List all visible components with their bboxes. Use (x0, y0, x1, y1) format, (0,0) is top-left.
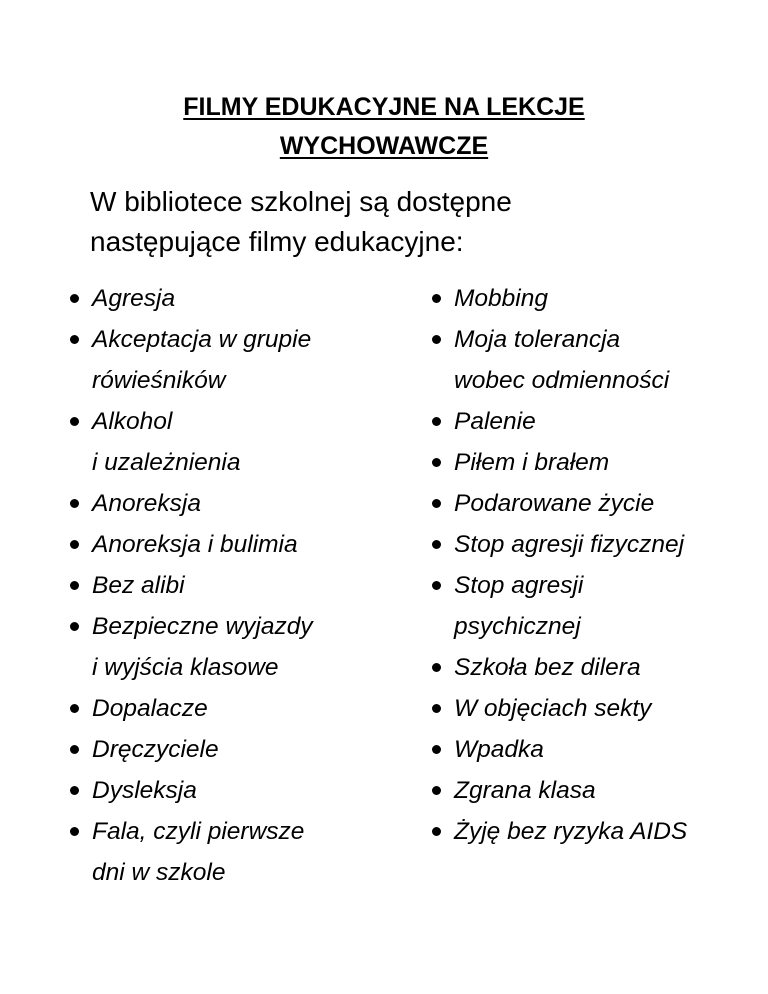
film-list-item (70, 565, 400, 606)
film-list-item (432, 401, 752, 442)
film-title-line: Palenie (454, 408, 536, 435)
film-list-item (70, 278, 400, 319)
bullet-icon (70, 827, 79, 836)
film-list-item (432, 565, 752, 647)
film-list-item (432, 811, 752, 852)
bullet-icon (432, 663, 441, 672)
film-title-line: Moja tolerancja (454, 326, 621, 353)
film-title-line: Dysleksja (92, 777, 197, 804)
film-list-item (70, 688, 400, 729)
bullet-icon (70, 745, 79, 754)
film-list-item (70, 524, 400, 565)
film-title-line: Szkoła bez dilera (454, 654, 641, 681)
film-title-line: Anoreksja (92, 490, 201, 517)
film-title-line: Anoreksja i bulimia (92, 531, 298, 558)
film-title-line: Akceptacja w grupie (92, 326, 312, 353)
film-title-line: Mobbing (454, 285, 548, 312)
title-line-2: WYCHOWAWCZE (279, 132, 489, 160)
film-list-item (70, 729, 400, 770)
film-list-left (70, 278, 400, 893)
film-title-line: psychicznej (454, 613, 581, 640)
intro-text (90, 182, 690, 262)
film-title-line: Stop agresji fizycznej (454, 531, 685, 558)
film-title-line: Dręczyciele (92, 736, 219, 763)
film-list-item (432, 278, 752, 319)
bullet-icon (70, 294, 79, 303)
bullet-icon (432, 827, 441, 836)
film-title-line: Piłem i brałem (454, 449, 610, 476)
intro-line-2: następujące filmy edukacyjne: (90, 226, 464, 257)
bullet-icon (70, 540, 79, 549)
bullet-icon (432, 417, 441, 426)
bullet-icon (432, 786, 441, 795)
film-title-line: Zgrana klasa (454, 777, 596, 804)
document-title (0, 88, 768, 166)
film-title-line: dni w szkole (92, 859, 226, 886)
film-list-item (70, 319, 400, 401)
film-title-line: rówieśników (92, 367, 226, 394)
film-list-item (432, 688, 752, 729)
bullet-icon (70, 704, 79, 713)
bullet-icon (70, 622, 79, 631)
film-list-item (70, 606, 400, 688)
film-title-line: Wpadka (454, 736, 544, 763)
bullet-icon (432, 335, 441, 344)
bullet-icon (70, 499, 79, 508)
bullet-icon (432, 458, 441, 467)
bullet-icon (432, 540, 441, 549)
bullet-icon (70, 581, 79, 590)
film-title-line: Bez alibi (92, 572, 185, 599)
film-title-line: Żyję bez ryzyka AIDS (454, 818, 688, 845)
film-title-line: Bezpieczne wyjazdy (92, 613, 313, 640)
film-list-item (70, 483, 400, 524)
film-list-item (432, 319, 752, 401)
film-title-line: Podarowane życie (454, 490, 655, 517)
title-line-1: FILMY EDUKACYJNE NA LEKCJE (183, 93, 585, 121)
bullet-icon (432, 581, 441, 590)
film-title-line: W objęciach sekty (454, 695, 652, 722)
film-title-line: Alkohol (92, 408, 173, 435)
film-list-item (70, 811, 400, 893)
bullet-icon (432, 499, 441, 508)
bullet-icon (432, 704, 441, 713)
film-title-line: i uzależnienia (92, 449, 241, 476)
film-list-item (432, 442, 752, 483)
film-title-line: Dopalacze (92, 695, 208, 722)
film-list-item (432, 524, 752, 565)
film-list-item (70, 770, 400, 811)
film-title-line: Fala, czyli pierwsze (92, 818, 305, 845)
bullet-icon (70, 417, 79, 426)
bullet-icon (432, 745, 441, 754)
bullet-icon (70, 786, 79, 795)
film-list-item (432, 770, 752, 811)
intro-line-1: W bibliotece szkolnej są dostępne (90, 186, 512, 217)
film-list-item (432, 729, 752, 770)
film-title-line: Stop agresji (454, 572, 584, 599)
film-list-right (432, 278, 752, 852)
film-title-line: i wyjścia klasowe (92, 654, 279, 681)
bullet-icon (70, 335, 79, 344)
bullet-icon (432, 294, 441, 303)
film-list-item (432, 483, 752, 524)
film-title-line: Agresja (92, 285, 176, 312)
film-list-item (432, 647, 752, 688)
film-list-item (70, 401, 400, 483)
film-title-line: wobec odmienności (454, 367, 670, 394)
